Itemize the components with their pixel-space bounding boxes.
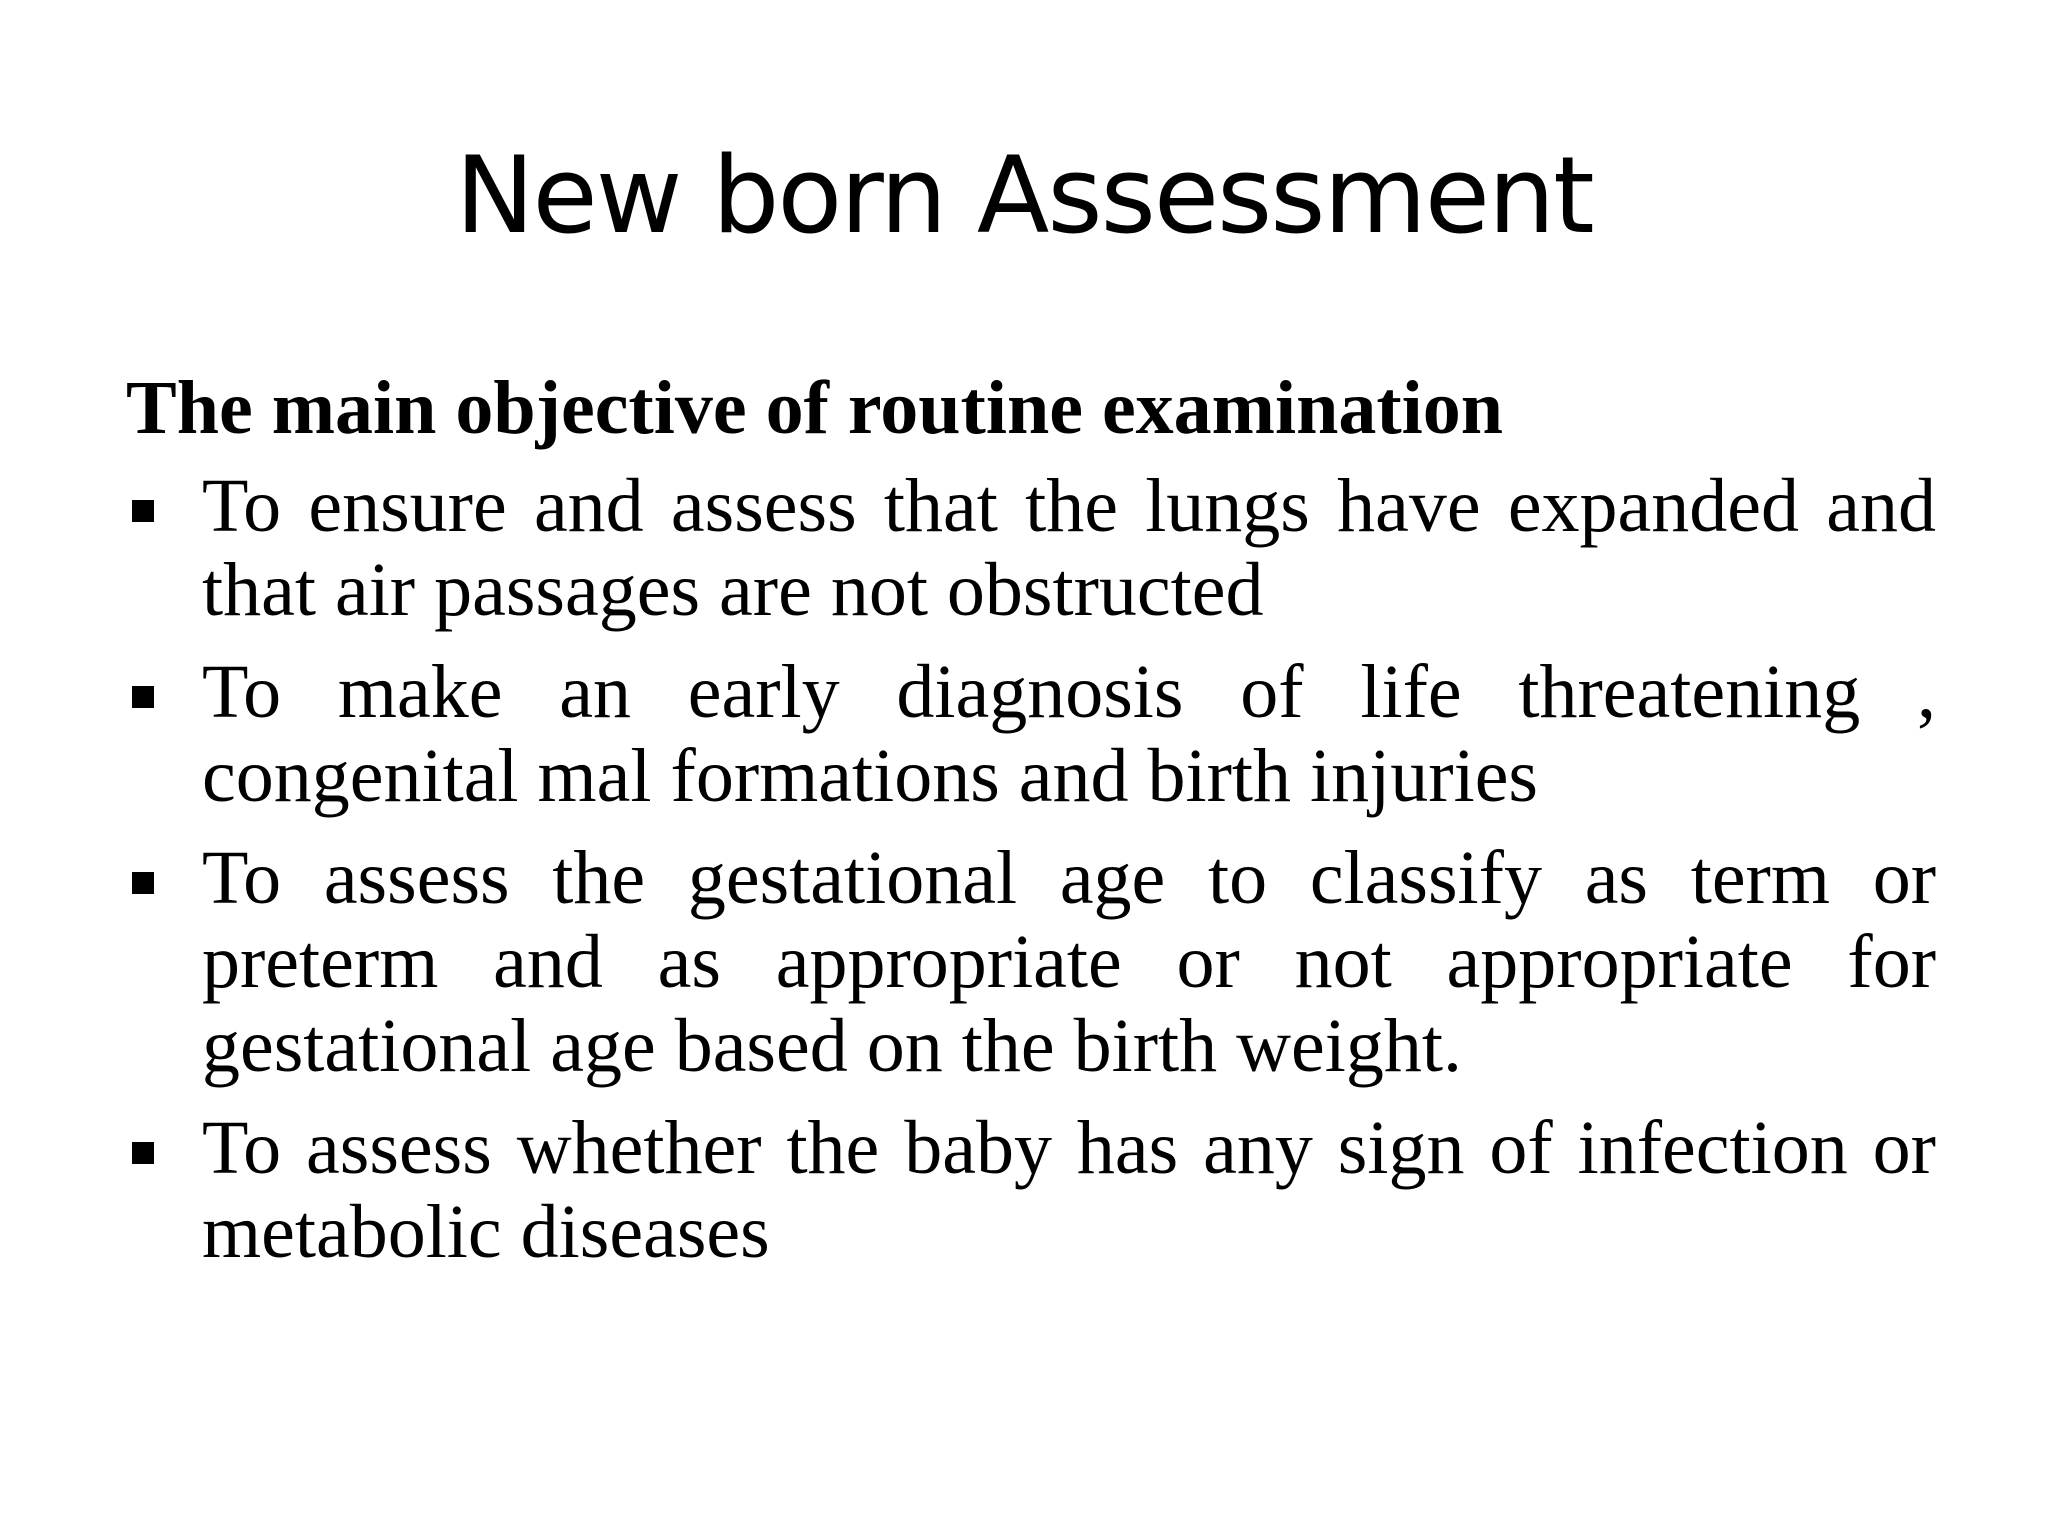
bullet-text: To ensure and assess that the lungs have expanded and that air passages are not obstructed [202, 464, 1936, 632]
content-heading: The main objective of routine examination [126, 366, 1504, 450]
bullet-text: To make an early diagnosis of life threatening , congenital mal formations and birth injuries [202, 650, 1936, 818]
bullet-item [126, 1106, 1936, 1274]
bullet-list [126, 464, 1936, 1274]
bullet-text: To assess the gestational age to classify as term or preterm and as appropriate or not appropriate for gestational age based on the birth weight. [202, 836, 1936, 1088]
bullet-item [126, 464, 1936, 632]
bullet-text: To assess whether the baby has any sign of infection or metabolic diseases [202, 1106, 1936, 1274]
bullet-item [126, 836, 1936, 1088]
square-bullet-icon [132, 500, 154, 522]
slide-content [126, 358, 1936, 1292]
bullet-item [126, 650, 1936, 818]
square-bullet-icon [132, 1142, 154, 1164]
square-bullet-icon [132, 686, 154, 708]
square-bullet-icon [132, 872, 154, 894]
slide-title: New born Assessment [455, 134, 1593, 257]
